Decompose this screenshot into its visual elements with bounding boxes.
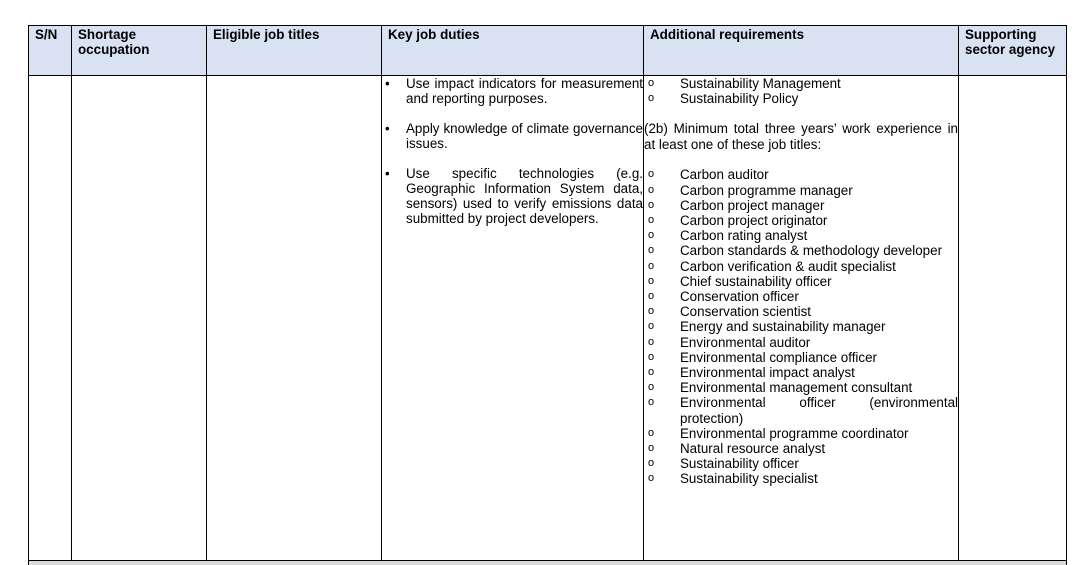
cell-supporting-sector-agency bbox=[959, 76, 1067, 561]
job-title-item bbox=[644, 380, 958, 395]
circle-bullet-icon: o bbox=[648, 457, 655, 470]
header-additional-requirements: Additional requirements bbox=[644, 26, 959, 76]
header-key-job-duties: Key job duties bbox=[382, 26, 644, 76]
job-title-item bbox=[644, 335, 958, 350]
circle-bullet-icon: o bbox=[648, 472, 655, 485]
job-title-item bbox=[644, 350, 958, 365]
job-title-item-text: Sustainability officer bbox=[680, 456, 799, 472]
circle-bullet-icon: o bbox=[648, 426, 655, 439]
requirements-job-titles-list bbox=[644, 167, 958, 486]
circle-bullet-icon: o bbox=[648, 168, 655, 181]
bullet-icon: • bbox=[385, 121, 390, 136]
job-title-item-text: Conservation officer bbox=[680, 289, 799, 305]
job-title-item-text: Carbon project manager bbox=[680, 197, 825, 213]
bullet-icon: • bbox=[385, 76, 390, 91]
job-title-item bbox=[644, 213, 958, 228]
circle-bullet-icon: o bbox=[648, 214, 655, 227]
circle-bullet-icon: o bbox=[648, 229, 655, 242]
job-title-item-text: Carbon verification & audit specialist bbox=[680, 258, 896, 274]
circle-bullet-icon: o bbox=[648, 366, 655, 379]
job-title-item-text: Carbon auditor bbox=[680, 167, 769, 183]
circle-bullet-icon: o bbox=[648, 442, 655, 455]
requirement-item bbox=[644, 76, 958, 91]
job-title-item bbox=[644, 228, 958, 243]
circle-bullet-icon: o bbox=[648, 320, 655, 333]
job-title-item-text: Environmental management consultant bbox=[680, 380, 913, 396]
circle-bullet-icon: o bbox=[648, 198, 655, 211]
job-title-item-text: Sustainability specialist bbox=[680, 471, 818, 487]
cell-additional-requirements bbox=[644, 76, 959, 561]
job-title-item bbox=[644, 365, 958, 380]
job-title-item bbox=[644, 319, 958, 334]
header-shortage-occupation: Shortage occupation bbox=[72, 26, 207, 76]
circle-bullet-icon: o bbox=[648, 183, 655, 196]
job-title-item-text: Carbon standards & methodology developer bbox=[680, 243, 943, 259]
job-title-item bbox=[644, 304, 958, 319]
circle-bullet-icon: o bbox=[648, 274, 655, 287]
circle-bullet-icon: o bbox=[648, 290, 655, 303]
job-title-item bbox=[644, 243, 958, 258]
header-sn: S/N bbox=[29, 26, 72, 76]
job-title-item-text: Chief sustainability officer bbox=[680, 273, 832, 289]
circle-bullet-icon: o bbox=[648, 259, 655, 272]
requirements-top-list bbox=[644, 76, 958, 106]
job-title-item bbox=[644, 167, 958, 182]
duty-item-text: Apply knowledge of climate governance issues. bbox=[406, 121, 643, 151]
next-row-strip bbox=[29, 561, 1067, 565]
job-title-item-text: Conservation scientist bbox=[680, 304, 811, 320]
job-title-item-text: Carbon rating analyst bbox=[680, 228, 808, 244]
job-title-item-text: Environmental officer (environmental protection) bbox=[680, 395, 958, 426]
job-title-item-text: Environmental programme coordinator bbox=[680, 425, 909, 441]
header-supporting-sector-agency: Supporting sector agency bbox=[959, 26, 1067, 76]
job-title-item bbox=[644, 441, 958, 456]
job-title-item bbox=[644, 426, 958, 441]
duties-list bbox=[382, 76, 643, 226]
cell-sn bbox=[29, 76, 72, 561]
circle-bullet-icon: o bbox=[648, 77, 655, 89]
job-title-item-text: Energy and sustainability manager bbox=[680, 319, 886, 335]
header-eligible-job-titles: Eligible job titles bbox=[207, 26, 382, 76]
job-title-item bbox=[644, 274, 958, 289]
job-title-item bbox=[644, 259, 958, 274]
duty-item-text: Use specific technologies (e.g. Geographic Information System data, sensors) used to verify emissions data submitted by project developers. bbox=[406, 166, 643, 226]
job-title-item bbox=[644, 395, 958, 425]
circle-bullet-icon: o bbox=[648, 381, 655, 394]
requirements-paragraph: (2b) Minimum total three years’ work experience in at least one of these job titles: bbox=[644, 121, 958, 152]
circle-bullet-icon: o bbox=[648, 350, 655, 363]
job-title-item bbox=[644, 183, 958, 198]
duty-item bbox=[382, 76, 643, 106]
requirement-item bbox=[644, 91, 958, 106]
circle-bullet-icon: o bbox=[648, 335, 655, 348]
job-title-item-text: Carbon project originator bbox=[680, 213, 828, 229]
shortage-occupation-table bbox=[28, 25, 1067, 565]
job-title-item-text: Natural resource analyst bbox=[680, 441, 826, 457]
job-title-item bbox=[644, 456, 958, 471]
job-title-item-text: Carbon programme manager bbox=[680, 182, 853, 198]
job-title-item-text: Environmental compliance officer bbox=[680, 349, 877, 365]
duty-item bbox=[382, 166, 643, 226]
circle-bullet-icon: o bbox=[648, 305, 655, 318]
job-title-item bbox=[644, 289, 958, 304]
requirement-item-text: Sustainability Policy bbox=[680, 91, 799, 107]
duty-item-text: Use impact indicators for measurement and reporting purposes. bbox=[406, 76, 643, 106]
table-row bbox=[29, 76, 1067, 561]
duty-item bbox=[382, 121, 643, 151]
requirement-item-text: Sustainability Management bbox=[680, 76, 841, 91]
circle-bullet-icon: o bbox=[648, 92, 655, 105]
circle-bullet-icon: o bbox=[648, 244, 655, 257]
job-title-item-text: Environmental auditor bbox=[680, 334, 811, 350]
cell-key-job-duties bbox=[382, 76, 644, 561]
table-next-row bbox=[29, 561, 1067, 565]
job-title-item bbox=[644, 471, 958, 486]
cell-eligible-job-titles bbox=[207, 76, 382, 561]
bullet-icon: • bbox=[385, 166, 390, 181]
circle-bullet-icon: o bbox=[648, 396, 655, 409]
table-header-row bbox=[29, 26, 1067, 76]
job-title-item-text: Environmental impact analyst bbox=[680, 365, 855, 381]
job-title-item bbox=[644, 198, 958, 213]
cell-shortage-occupation bbox=[72, 76, 207, 561]
